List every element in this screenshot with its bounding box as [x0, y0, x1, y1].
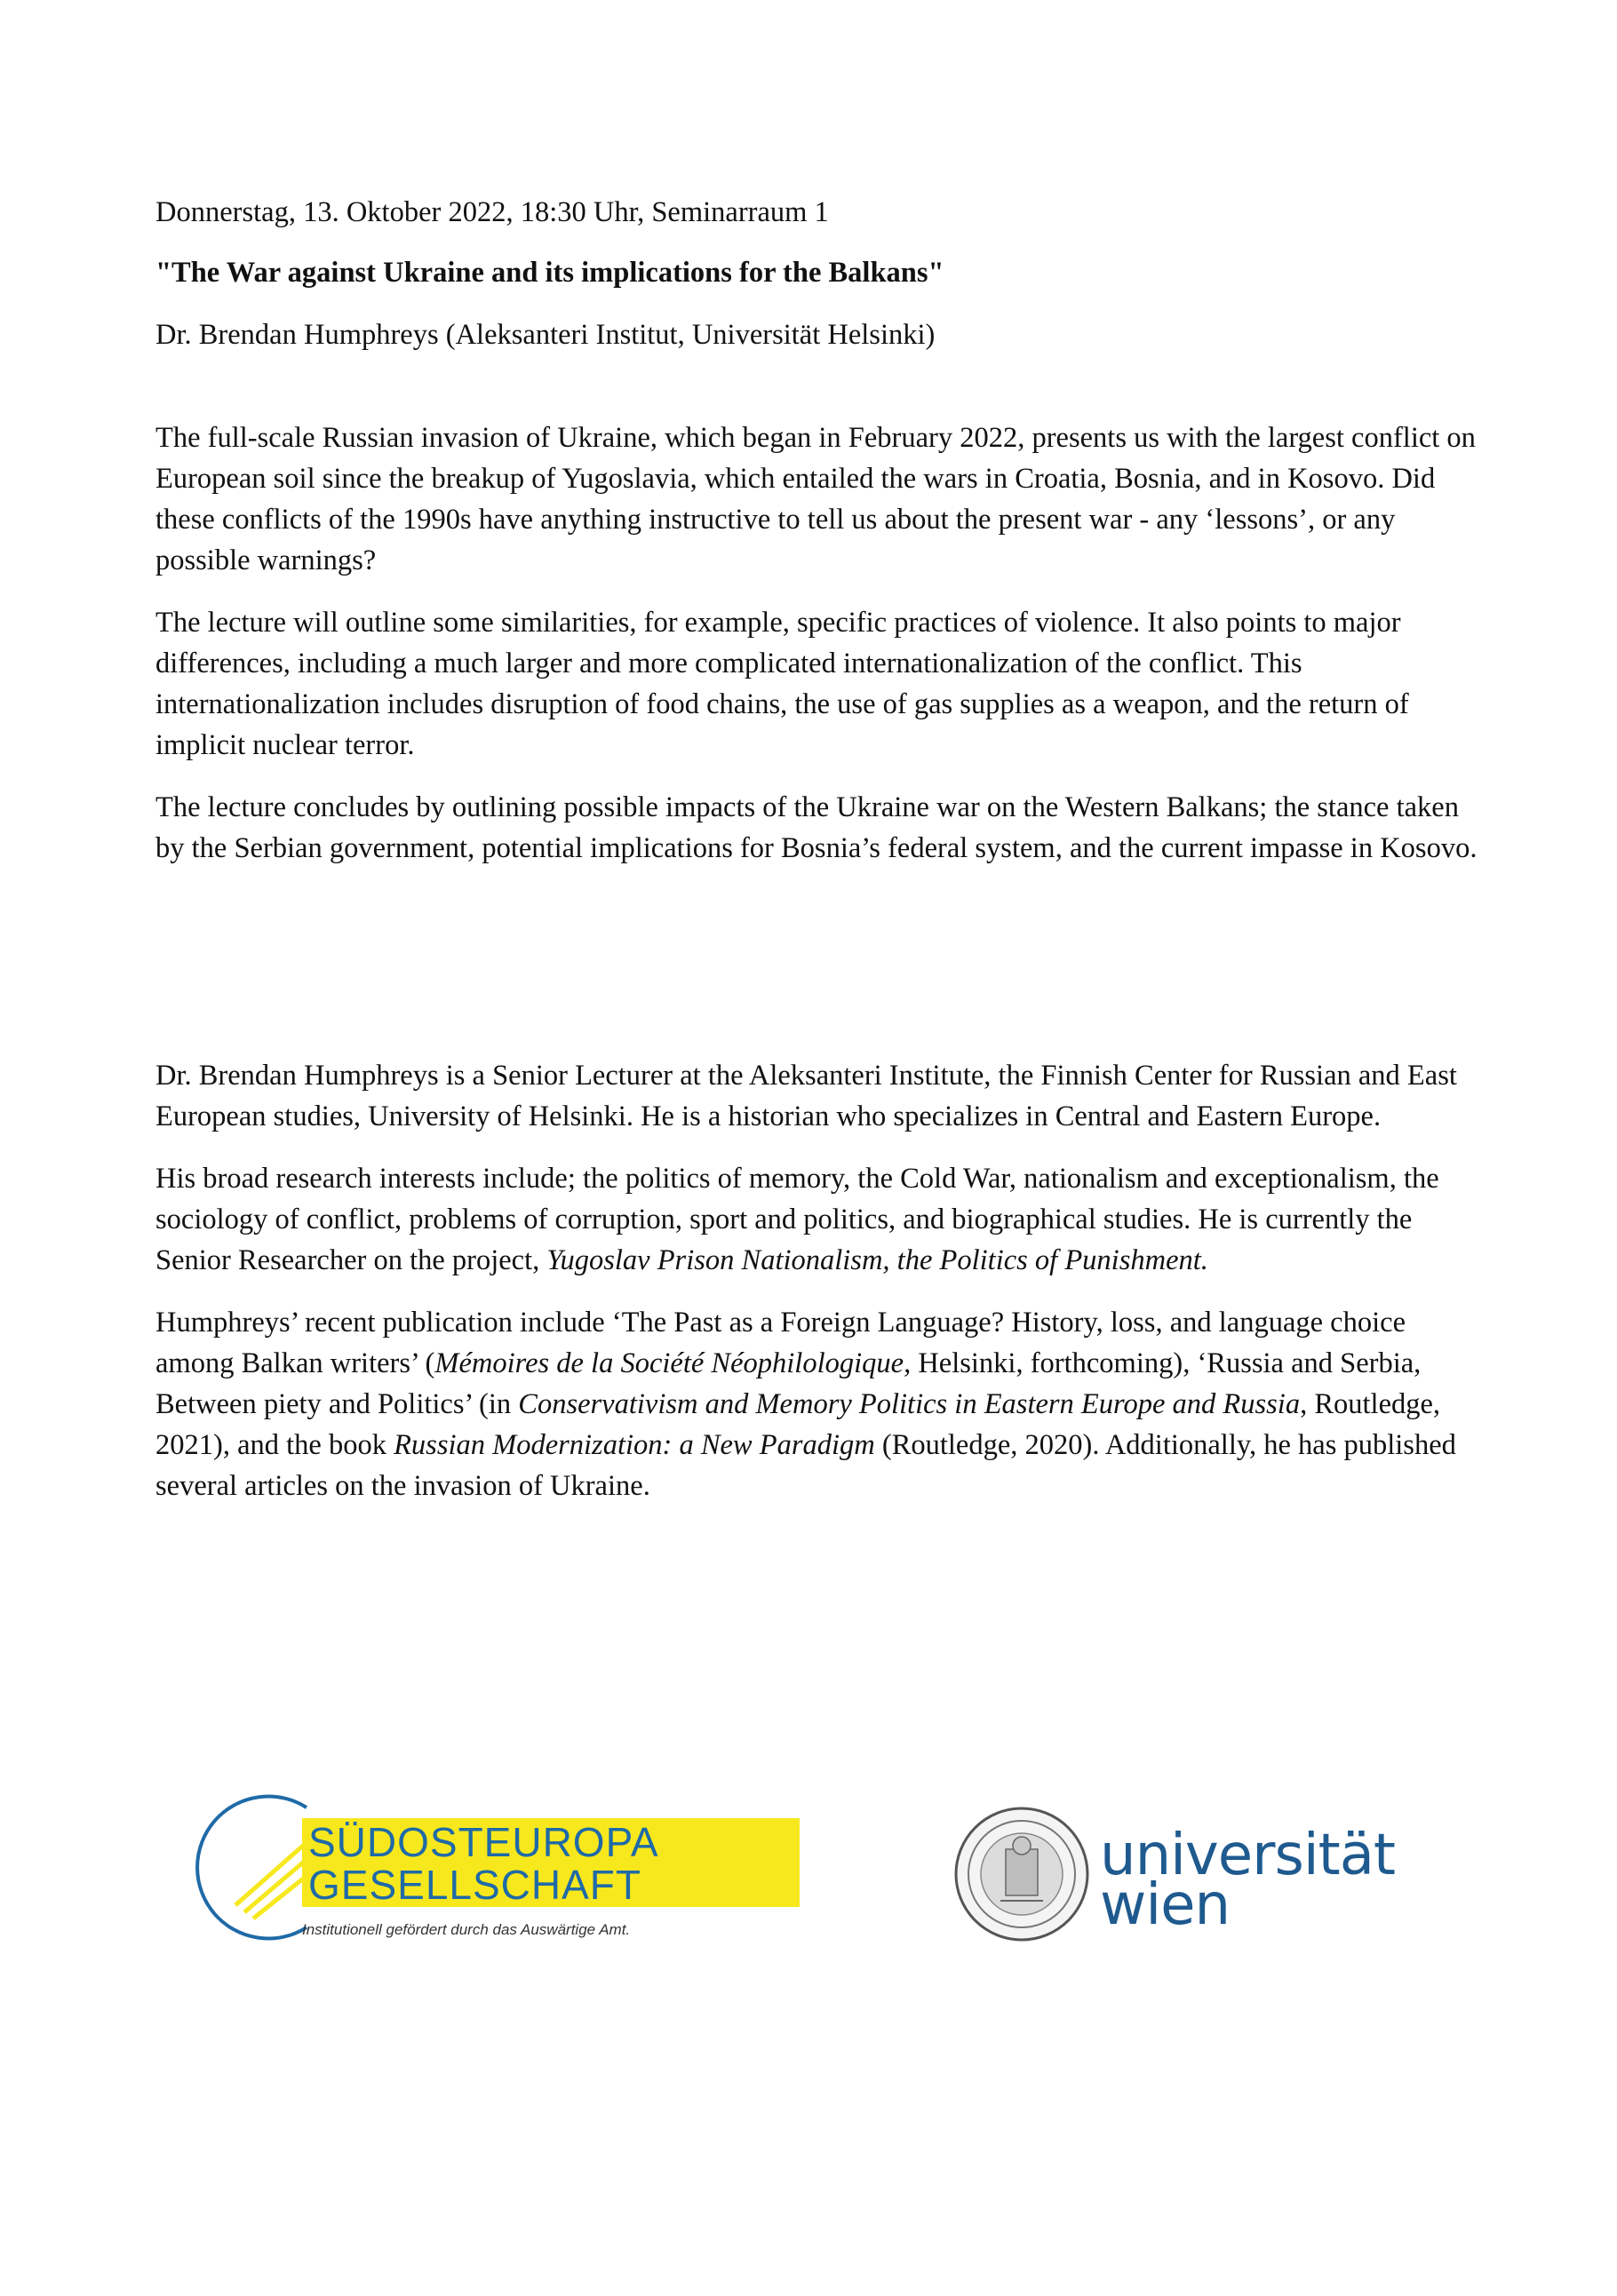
bio-paragraph	[155, 1302, 1488, 1506]
bio-paragraph: Dr. Brendan Humphreys is a Senior Lecturer at the Aleksanteri Institute, the Finnish Center for Russian and East European studies, University of Helsinki. He is a historian who specializes in Central and Eastern Europe.	[155, 1060, 1457, 1132]
abstract-section	[155, 417, 1488, 869]
uni-name-line2: wien	[1100, 1872, 1231, 1938]
speaker-bio-section	[155, 1055, 1488, 1506]
event-speaker: Dr. Brendan Humphreys (Aleksanteri Institut, Universität Helsinki)	[155, 319, 936, 351]
abstract-paragraph: The lecture concludes by outlining possible impacts of the Ukraine war on the Western Balkans; the stance taken by the Serbian government, potential implications for Bosnia’s federal system, and the current impasse in Kosovo.	[155, 791, 1478, 864]
universitaet-wien-logo	[951, 1799, 1448, 1950]
uni-name-line1: universität	[1100, 1823, 1395, 1888]
bio-text: Humphreys’ recent publication include ‘The Past as a Foreign Language? History, loss, and language choice among Balkan writers’ (	[155, 1307, 1406, 1379]
publication-book: Russian Modernization: a New Paradigm	[394, 1429, 875, 1461]
sog-name-line1: SÜDOSTEUROPA	[308, 1819, 659, 1865]
bio-text: , Routledge, 2021), and the book	[155, 1388, 1441, 1461]
abstract-paragraph: The lecture will outline some similarities, for example, specific practices of violence. It also points to major differences, including a much larger and more complicated internationalization of the conflict. This internationalization includes disruption of food chains, the use of gas supplies as a weapon, and the return of implicit nuclear terror.	[155, 607, 1409, 761]
sog-funding-note: Institutionell gefördert durch das Auswärtige Amt.	[302, 1921, 631, 1938]
project-title: Yugoslav Prison Nationalism, the Politics of Punishment.	[546, 1244, 1208, 1276]
event-date: Donnerstag, 13. Oktober 2022, 18:30 Uhr, Seminarraum 1	[155, 196, 829, 228]
sog-name-line2: GESELLSCHAFT	[308, 1862, 641, 1908]
bio-text: (Routledge, 2020). Additionally, he has published several articles on the invasion of Ukraine.	[155, 1429, 1456, 1502]
suedosteuropa-gesellschaft-logo	[173, 1790, 659, 1950]
university-seal-icon	[951, 1803, 1093, 1945]
bio-text: Helsinki, forthcoming), ‘Russia and Serbia, Between piety and Politics’ (in	[155, 1347, 1422, 1420]
publication-venue: Mémoires de la Société Néophilologique,	[434, 1347, 912, 1379]
bio-paragraph	[155, 1158, 1488, 1281]
abstract-paragraph: The full-scale Russian invasion of Ukraine, which began in February 2022, presents us with the largest conflict on European soil since the breakup of Yugoslavia, which entailed the wars in Croatia, Bosnia, and in Kosovo. Did these conflicts of the 1990s have anything instructive to tell us about the present war - any ‘lessons’, or any possible warnings?	[155, 422, 1476, 576]
event-title: "The War against Ukraine and its implications for the Balkans"	[155, 257, 944, 289]
publication-book: Conservativism and Memory Politics in Eastern Europe and Russia	[518, 1388, 1301, 1420]
bio-text: His broad research interests include; the politics of memory, the Cold War, nationalism and exceptionalism, the sociology of conflict, problems of corruption, sport and politics, and biographical studies. He is currently the Senior Researcher on the project,	[155, 1163, 1439, 1276]
